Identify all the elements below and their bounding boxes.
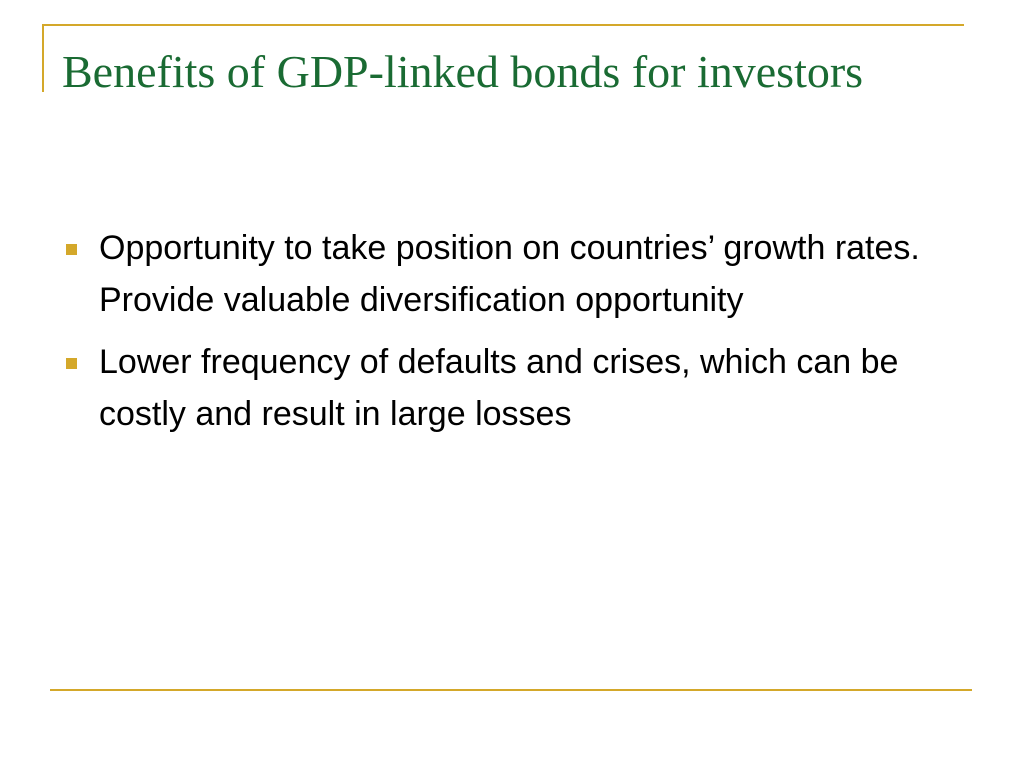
left-rule-line xyxy=(42,24,44,92)
square-bullet-icon xyxy=(66,358,77,369)
slide-title: Benefits of GDP-linked bonds for investors xyxy=(62,46,864,97)
bullet-text: Lower frequency of defaults and crises, which can be costly and result in large losses xyxy=(99,343,899,433)
bullet-item xyxy=(62,222,982,326)
bullet-list xyxy=(62,222,982,450)
square-bullet-icon xyxy=(66,244,77,255)
bullet-item xyxy=(62,336,982,440)
top-rule-line xyxy=(42,24,964,26)
bullet-text: Opportunity to take position on countries’ growth rates. Provide valuable diversification opportunity xyxy=(99,229,920,319)
bottom-rule-line xyxy=(50,689,972,691)
